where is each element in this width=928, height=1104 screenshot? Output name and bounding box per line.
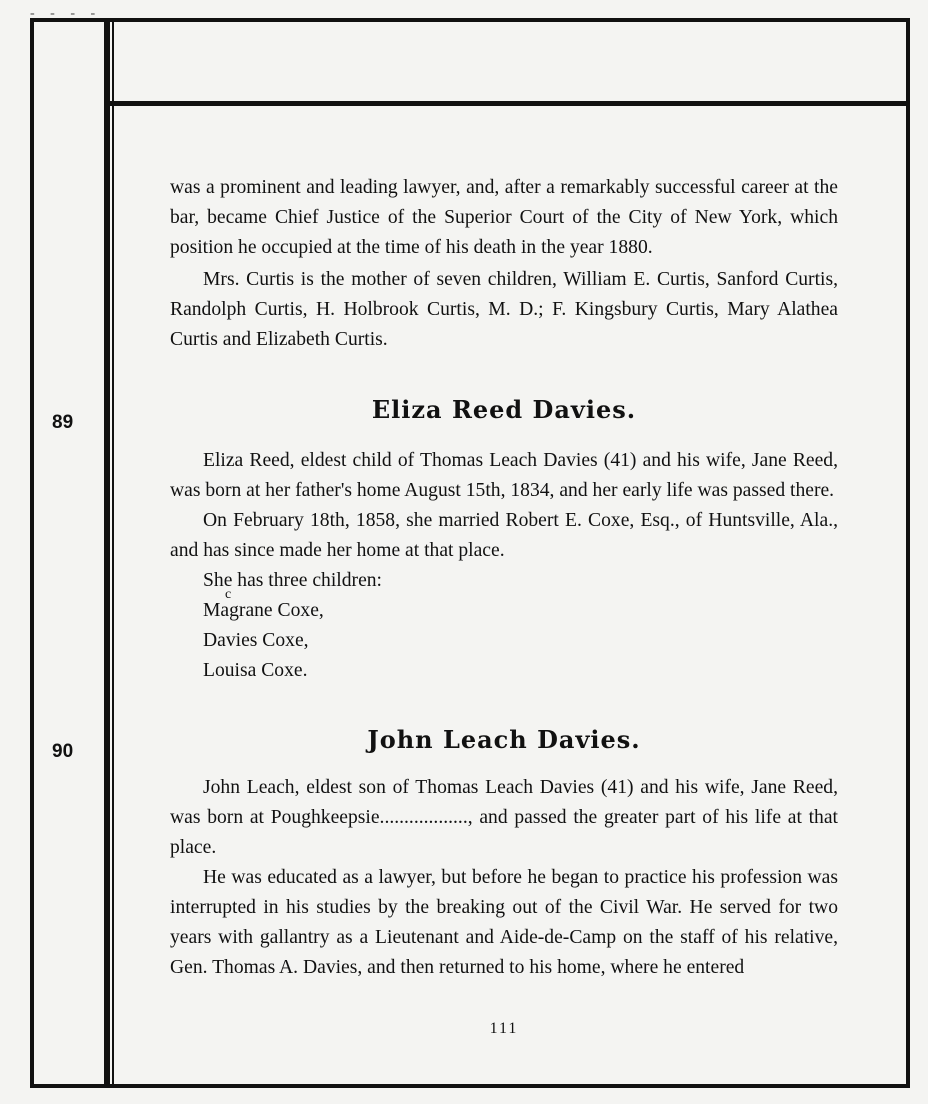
section-90-text	[170, 773, 838, 983]
margin-rule-inner	[112, 18, 114, 1088]
child-name: Louisa Coxe.	[203, 660, 308, 681]
entry-number-90: 90	[52, 741, 74, 762]
child-entry	[203, 656, 838, 686]
child-name: Magrane Coxe,	[203, 600, 324, 621]
section-heading-eliza: Eliza Reed Davies.	[371, 395, 637, 424]
child-entry	[203, 587, 838, 626]
paragraph: On February 18th, 1858, she married Robert E. Coxe, Esq., of Huntsville, Ala., and has since made her home at that place.	[170, 510, 838, 561]
paragraph: Mrs. Curtis is the mother of seven children, William E. Curtis, Sanford Curtis, Randolph Curtis, H. Holbrook Curtis, M. D.; F. Kingsbury Curtis, Mary Alathea Curtis and Elizabeth Curtis.	[170, 269, 838, 350]
top-text	[170, 173, 838, 355]
paragraph: Eliza Reed, eldest child of Thomas Leach Davies (41) and his wife, Jane Reed, was born at her father's home August 15th, 1834, and her early life was passed there.	[170, 450, 838, 501]
page-number: 111	[489, 1020, 519, 1037]
handwritten-correction: c	[225, 587, 232, 602]
entry-number-89: 89	[52, 412, 74, 433]
paragraph: was a prominent and leading lawyer, and, after a remarkably successful career at the bar, became Chief Justice of the Superior Court of the City of New York, which position he occupied at the time of his death in the year 1880.	[170, 177, 838, 258]
corner-marks: - - - -	[30, 6, 102, 21]
child-name: Davies Coxe,	[203, 630, 309, 651]
margin-rule	[104, 18, 110, 1088]
header-rule	[104, 101, 910, 106]
paragraph: He was educated as a lawyer, but before he began to practice his profession was interrupted in his studies by the breaking out of the Civil War. He served for two years with gallantry as a Lieutenant and Aide-de-Camp on the staff of his relative, Gen. Thomas A. Davies, and then returned to his home, where he entered	[170, 867, 838, 978]
child-entry	[203, 626, 838, 656]
paragraph: John Leach, eldest son of Thomas Leach Davies (41) and his wife, Jane Reed, was born at Poughkeepsie.................., and passed the greater part of his life at that place.	[170, 777, 838, 858]
section-heading-john: John Leach Davies.	[367, 725, 641, 754]
paragraph: She has three children:	[203, 570, 383, 591]
section-89-text	[170, 446, 838, 686]
